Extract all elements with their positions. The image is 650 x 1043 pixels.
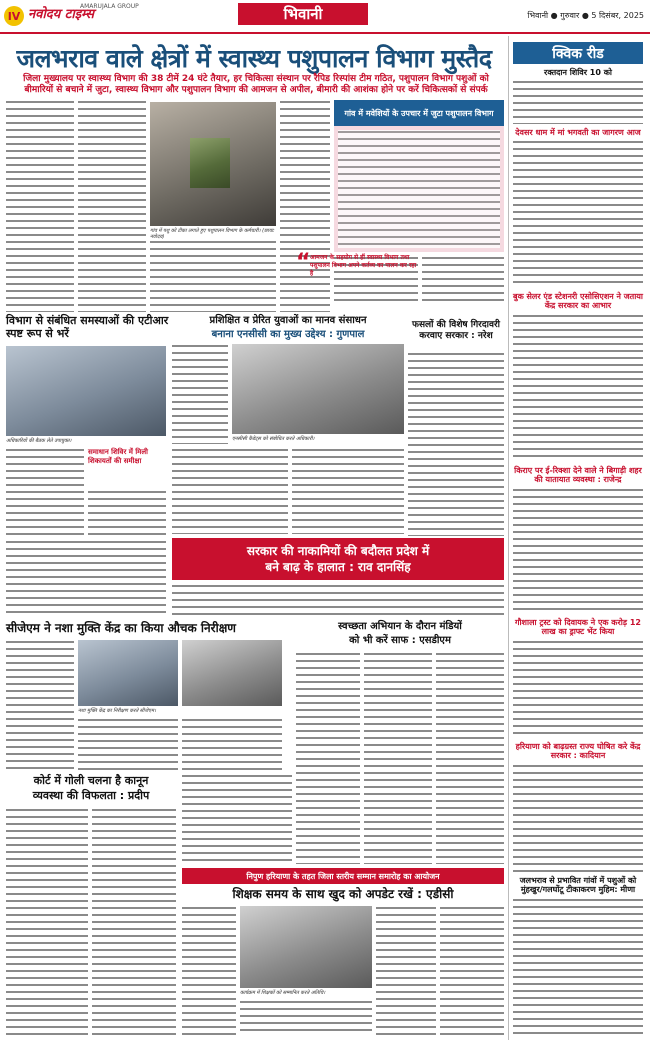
- training-photo: [232, 344, 404, 434]
- cjm-body-col-2: [78, 718, 178, 770]
- cjm-photo-caption: नशा मुक्ति केंद्र का निरीक्षण करते सीजेएम।: [78, 708, 156, 714]
- teacher-photo-caption: कार्यक्रम में शिक्षकों को सम्मानित करते अतिथि।: [240, 990, 326, 996]
- court-body-col-2: [92, 808, 176, 1036]
- quote-icon: “: [296, 250, 311, 275]
- cow-photo: [190, 138, 230, 188]
- training-photo-caption: एनसीसी कैडेट्स को संबोधित करते अधिकारी।: [232, 436, 315, 442]
- clean-body-col-1: [296, 652, 360, 864]
- cjm-body-cont: [182, 774, 292, 864]
- quick-read-item-1-headline: रक्तदान शिविर 10 को: [544, 68, 612, 77]
- problems-body-col-1: [6, 448, 84, 536]
- city-banner: भिवानी: [238, 3, 368, 25]
- quick-read-column: [508, 36, 646, 1040]
- lead-headline: जलभराव वाले क्षेत्रों में स्वास्थ्य पशुपालन विभाग मुस्तैद: [16, 44, 492, 73]
- court-body-col-1: [6, 808, 88, 1036]
- problems-body-col-2: [88, 490, 166, 536]
- cjm-body-col-1: [6, 640, 74, 770]
- teacher-body-col-4: [440, 906, 504, 1036]
- brand-sub: AMARUJALA GROUP: [80, 3, 139, 10]
- lead-body-col-3: [150, 240, 276, 312]
- court-headline-a: कोर्ट में गोली चलना है कानून: [33, 774, 149, 787]
- pull-quote: आमजन के सहयोग से हीं स्वास्थ्य विभाग तथा पशुपालन विभाग अपने कर्तव्य का पालन कर रहा है: [310, 254, 417, 277]
- training-body-col-1: [172, 344, 228, 444]
- training-body-col-2: [172, 448, 288, 534]
- dateline: भिवानी ● गुरुवार ● 5 दिसंबर, 2025: [527, 11, 644, 20]
- lead-body-col-6: [422, 256, 504, 306]
- govt-body: [172, 584, 504, 616]
- quick-read-item-1-body: [513, 80, 643, 124]
- quick-read-item-6-headline: हरियाणा को बाढ़ग्रस्त राज्य घोषित करे केंद्र सरकार : कादियान: [515, 742, 641, 760]
- training-headline-b: बनाना एनसीसी का मुख्य उद्देश्य : गुणपाल: [211, 329, 365, 340]
- cjm-body-col-3: [182, 718, 282, 770]
- clean-body-col-3: [436, 652, 504, 864]
- page-number: IV: [4, 6, 24, 26]
- problems-side-note: समाधान शिविर में मिली शिकायतों की समीक्षा: [88, 448, 148, 465]
- lead-body-col-1: [6, 100, 74, 312]
- quick-read-item-2-body: [513, 140, 643, 288]
- teacher-headline: शिक्षक समय के साथ खुद को अपडेट रखें : एडीसी: [232, 887, 454, 901]
- livestock-box-headline: गांव में मवेशियों के उपचार में जुटा पशुपालन विभाग: [334, 100, 504, 126]
- quick-read-item-3-headline: बुक सेलर एंड स्टेशनरी एसोसिएशन ने जताया केंद्र सरकार का आभार: [513, 292, 644, 310]
- crops-body: [408, 352, 504, 536]
- clean-headline-b: को भी करें साफ : एसडीएम: [349, 635, 451, 646]
- quick-read-item-7-headline: जलभराव से प्रभावित गांवों में पशुओं को मुंहखुर/गलघोंटू टीकाकरण मुहिम: मीणा: [519, 876, 637, 894]
- quick-read-item-4-body: [513, 488, 643, 614]
- brand-logo: नवोदय टाइम्स: [28, 7, 95, 22]
- teacher-body-col-1: [182, 906, 236, 1036]
- clean-body-col-2: [364, 652, 432, 864]
- teacher-body-col-3: [376, 906, 436, 1036]
- problems-body-cont: [6, 540, 166, 616]
- teacher-banner: निपुण हरियाणा के तहत जिला स्तरीय सम्मान समारोह का आयोजन: [182, 868, 504, 884]
- training-headline-a: प्रशिक्षित व प्रेरित युवाओं का मानव संसाधन: [209, 315, 367, 326]
- lead-body-col-2: [78, 100, 146, 312]
- govt-headline-banner: [172, 538, 504, 580]
- govt-headline-a: सरकार की नाकामियों की बदौलत प्रदेश में: [246, 544, 430, 558]
- masthead: [0, 0, 650, 34]
- govt-headline-b: बने बाढ़ के हालात : राव दानसिंह: [265, 560, 411, 574]
- quick-read-item-3-body: [513, 314, 643, 462]
- problems-photo-caption: अधिकारियों की बैठक लेते उपायुक्त।: [6, 438, 72, 444]
- quick-read-item-2-headline: देवसर धाम में मां भगवती का जागरण आज: [515, 128, 641, 137]
- training-body-col-3: [292, 448, 404, 534]
- lead-photo-caption: गांव में पशु को टीका लगाते हुए पशुपालन विभाग के कर्मचारी। (छाया: नवोदय): [150, 228, 275, 240]
- lead-body-col-4: [280, 100, 330, 312]
- quick-read-item-7-body: [513, 898, 643, 1036]
- lead-subhead: जिला मुख्यालय पर स्वास्थ्य विभाग की 38 टीमें 24 घंटे तैयार, हर चिकित्सा संस्थान पर रैपिड रिस्पांस टीम गठित, पशुपालन विभाग पशुओं को बीमारियों से बचाने में जुटा, स्वास्थ्य विभाग और पशुपालन विभाग की आमजन से अपील, बीमारी की आशंका होने पर करें चिकित्सकों से संपर्क: [23, 74, 489, 95]
- problems-photo: [6, 346, 166, 436]
- livestock-box-body: [338, 130, 500, 248]
- quick-read-title: क्विक रीड: [513, 42, 643, 64]
- court-headline-b: व्यवस्था की विफलता : प्रदीप: [32, 789, 150, 802]
- cjm-photo-2: [182, 640, 282, 706]
- quick-read-item-5-headline: गौशाला ट्रस्ट को दिवायक ने एक करोड़ 12 लाख का ड्राफ्ट भेंट किया: [514, 618, 641, 636]
- problems-headline: विभाग से संबंधित समस्याओं की एटीआर स्पष्ट रूप से भरें: [6, 314, 169, 340]
- cjm-photo-1: [78, 640, 178, 706]
- clean-headline-a: स्वच्छता अभियान के दौरान मंडियों: [338, 621, 462, 632]
- quick-read-item-5-body: [513, 640, 643, 738]
- cjm-headline: सीजेएम ने नशा मुक्ति केंद्र का किया औचक निरीक्षण: [6, 621, 236, 635]
- crops-headline: फसलों की विशेष गिरदावरी करवाए सरकार : नरेश: [412, 320, 500, 341]
- quick-read-item-6-body: [513, 764, 643, 872]
- teacher-photo: [240, 906, 372, 988]
- teacher-body-col-2: [240, 1000, 372, 1036]
- quick-read-item-4-headline: किराए पर ई-रिक्शा देने वाले ने बिगाड़ी शहर की यातायात व्यवस्था : राजेन्द्र: [514, 466, 642, 484]
